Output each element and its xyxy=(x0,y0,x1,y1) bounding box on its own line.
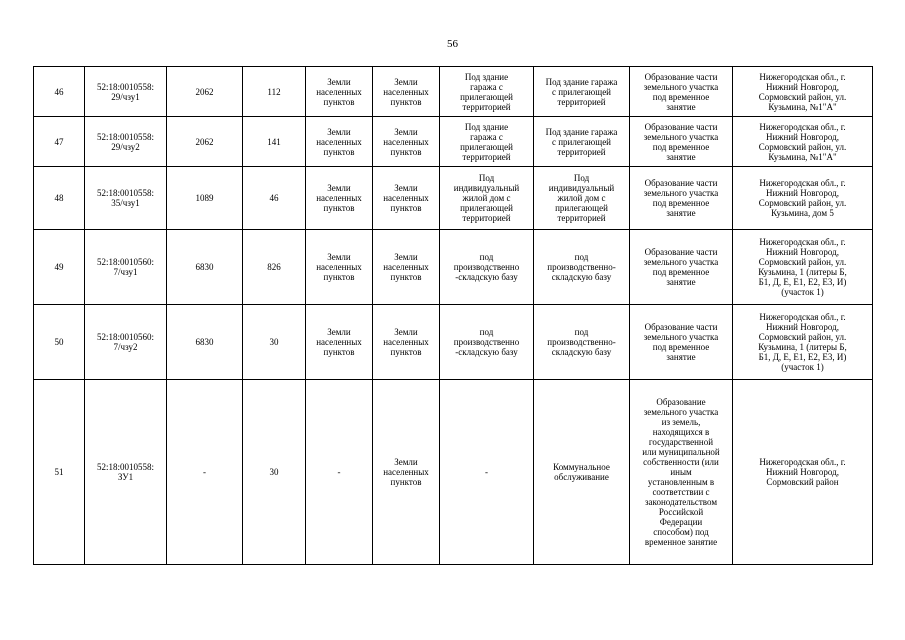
formation-purpose-cell: Образование части земельного участка под временное занятие xyxy=(630,167,733,230)
land-plots-table xyxy=(33,66,873,565)
formation-purpose-cell: Образование земельного участка из земель, находящихся в государственной или муниципальной собственности (или иным установленным в соответствии с законодательством Российской Федерации способом) под временное занятие xyxy=(630,380,733,565)
permitted-use-cell: Под индивидуальный жилой дом с прилегающей территорией xyxy=(440,167,534,230)
address-cell: Нижегородская обл., г. Нижний Новгород, Сормовский район, ул. Кузьмина, №1"А" xyxy=(733,67,873,117)
actual-use-cell: под производственно- складскую базу xyxy=(534,230,630,305)
row-number-cell: 50 xyxy=(34,305,85,380)
address-cell: Нижегородская обл., г. Нижний Новгород, Сормовский район, ул. Кузьмина, дом 5 xyxy=(733,167,873,230)
actual-use-cell: под производственно- складскую базу xyxy=(534,305,630,380)
formation-purpose-cell: Образование части земельного участка под временное занятие xyxy=(630,117,733,167)
page-number: 56 xyxy=(447,38,458,50)
total-area-cell: - xyxy=(167,380,243,565)
table-body xyxy=(34,67,873,565)
part-area-cell: 30 xyxy=(243,305,306,380)
table-row xyxy=(34,117,873,167)
land-category-cell: Земли населенных пунктов xyxy=(306,305,373,380)
row-number-cell: 51 xyxy=(34,380,85,565)
cadastral-number-cell: 52:18:0010558: 29/чзу1 xyxy=(85,67,167,117)
address-cell: Нижегородская обл., г. Нижний Новгород, Сормовский район, ул. Кузьмина, 1 (литеры Б, Б1, Д, Е, Е1, Е2, Е3, И) (участок 1) xyxy=(733,305,873,380)
row-number-cell: 49 xyxy=(34,230,85,305)
actual-use-cell: Коммунальное обслуживание xyxy=(534,380,630,565)
land-category-new-cell: Земли населенных пунктов xyxy=(373,380,440,565)
address-cell: Нижегородская обл., г. Нижний Новгород, Сормовский район, ул. Кузьмина, 1 (литеры Б, Б1, Д, Е, Е1, Е2, Е3, И) (участок 1) xyxy=(733,230,873,305)
permitted-use-cell: Под здание гаража с прилегающей территорией xyxy=(440,117,534,167)
actual-use-cell: Под здание гаража с прилегающей территорией xyxy=(534,117,630,167)
land-category-new-cell: Земли населенных пунктов xyxy=(373,230,440,305)
cadastral-number-cell: 52:18:0010560: 7/чзу2 xyxy=(85,305,167,380)
land-category-cell: Земли населенных пунктов xyxy=(306,117,373,167)
land-category-new-cell: Земли населенных пунктов xyxy=(373,67,440,117)
row-number-cell: 48 xyxy=(34,167,85,230)
land-category-new-cell: Земли населенных пунктов xyxy=(373,167,440,230)
table-row xyxy=(34,230,873,305)
total-area-cell: 6830 xyxy=(167,230,243,305)
table-row xyxy=(34,380,873,565)
address-cell: Нижегородская обл., г. Нижний Новгород, Сормовский район, ул. Кузьмина, №1"А" xyxy=(733,117,873,167)
land-category-cell: Земли населенных пунктов xyxy=(306,167,373,230)
land-category-cell: - xyxy=(306,380,373,565)
actual-use-cell: Под здание гаража с прилегающей территорией xyxy=(534,67,630,117)
actual-use-cell: Под индивидуальный жилой дом с прилегающей территорией xyxy=(534,167,630,230)
formation-purpose-cell: Образование части земельного участка под временное занятие xyxy=(630,305,733,380)
cadastral-number-cell: 52:18:0010558: 35/чзу1 xyxy=(85,167,167,230)
cadastral-number-cell: 52:18:0010558: 29/чзу2 xyxy=(85,117,167,167)
part-area-cell: 112 xyxy=(243,67,306,117)
part-area-cell: 141 xyxy=(243,117,306,167)
table-row xyxy=(34,305,873,380)
land-category-cell: Земли населенных пунктов xyxy=(306,230,373,305)
total-area-cell: 2062 xyxy=(167,67,243,117)
cadastral-number-cell: 52:18:0010560: 7/чзу1 xyxy=(85,230,167,305)
formation-purpose-cell: Образование части земельного участка под временное занятие xyxy=(630,230,733,305)
land-category-cell: Земли населенных пунктов xyxy=(306,67,373,117)
total-area-cell: 6830 xyxy=(167,305,243,380)
land-category-new-cell: Земли населенных пунктов xyxy=(373,117,440,167)
permitted-use-cell: под производственно -складскую базу xyxy=(440,230,534,305)
part-area-cell: 826 xyxy=(243,230,306,305)
row-number-cell: 46 xyxy=(34,67,85,117)
permitted-use-cell: - xyxy=(440,380,534,565)
formation-purpose-cell: Образование части земельного участка под временное занятие xyxy=(630,67,733,117)
cadastral-number-cell: 52:18:0010558: ЗУ1 xyxy=(85,380,167,565)
land-category-new-cell: Земли населенных пунктов xyxy=(373,305,440,380)
table-row xyxy=(34,167,873,230)
table-row xyxy=(34,67,873,117)
part-area-cell: 46 xyxy=(243,167,306,230)
permitted-use-cell: под производственно -складскую базу xyxy=(440,305,534,380)
total-area-cell: 1089 xyxy=(167,167,243,230)
part-area-cell: 30 xyxy=(243,380,306,565)
permitted-use-cell: Под здание гаража с прилегающей территорией xyxy=(440,67,534,117)
row-number-cell: 47 xyxy=(34,117,85,167)
total-area-cell: 2062 xyxy=(167,117,243,167)
address-cell: Нижегородская обл., г. Нижний Новгород, Сормовский район xyxy=(733,380,873,565)
